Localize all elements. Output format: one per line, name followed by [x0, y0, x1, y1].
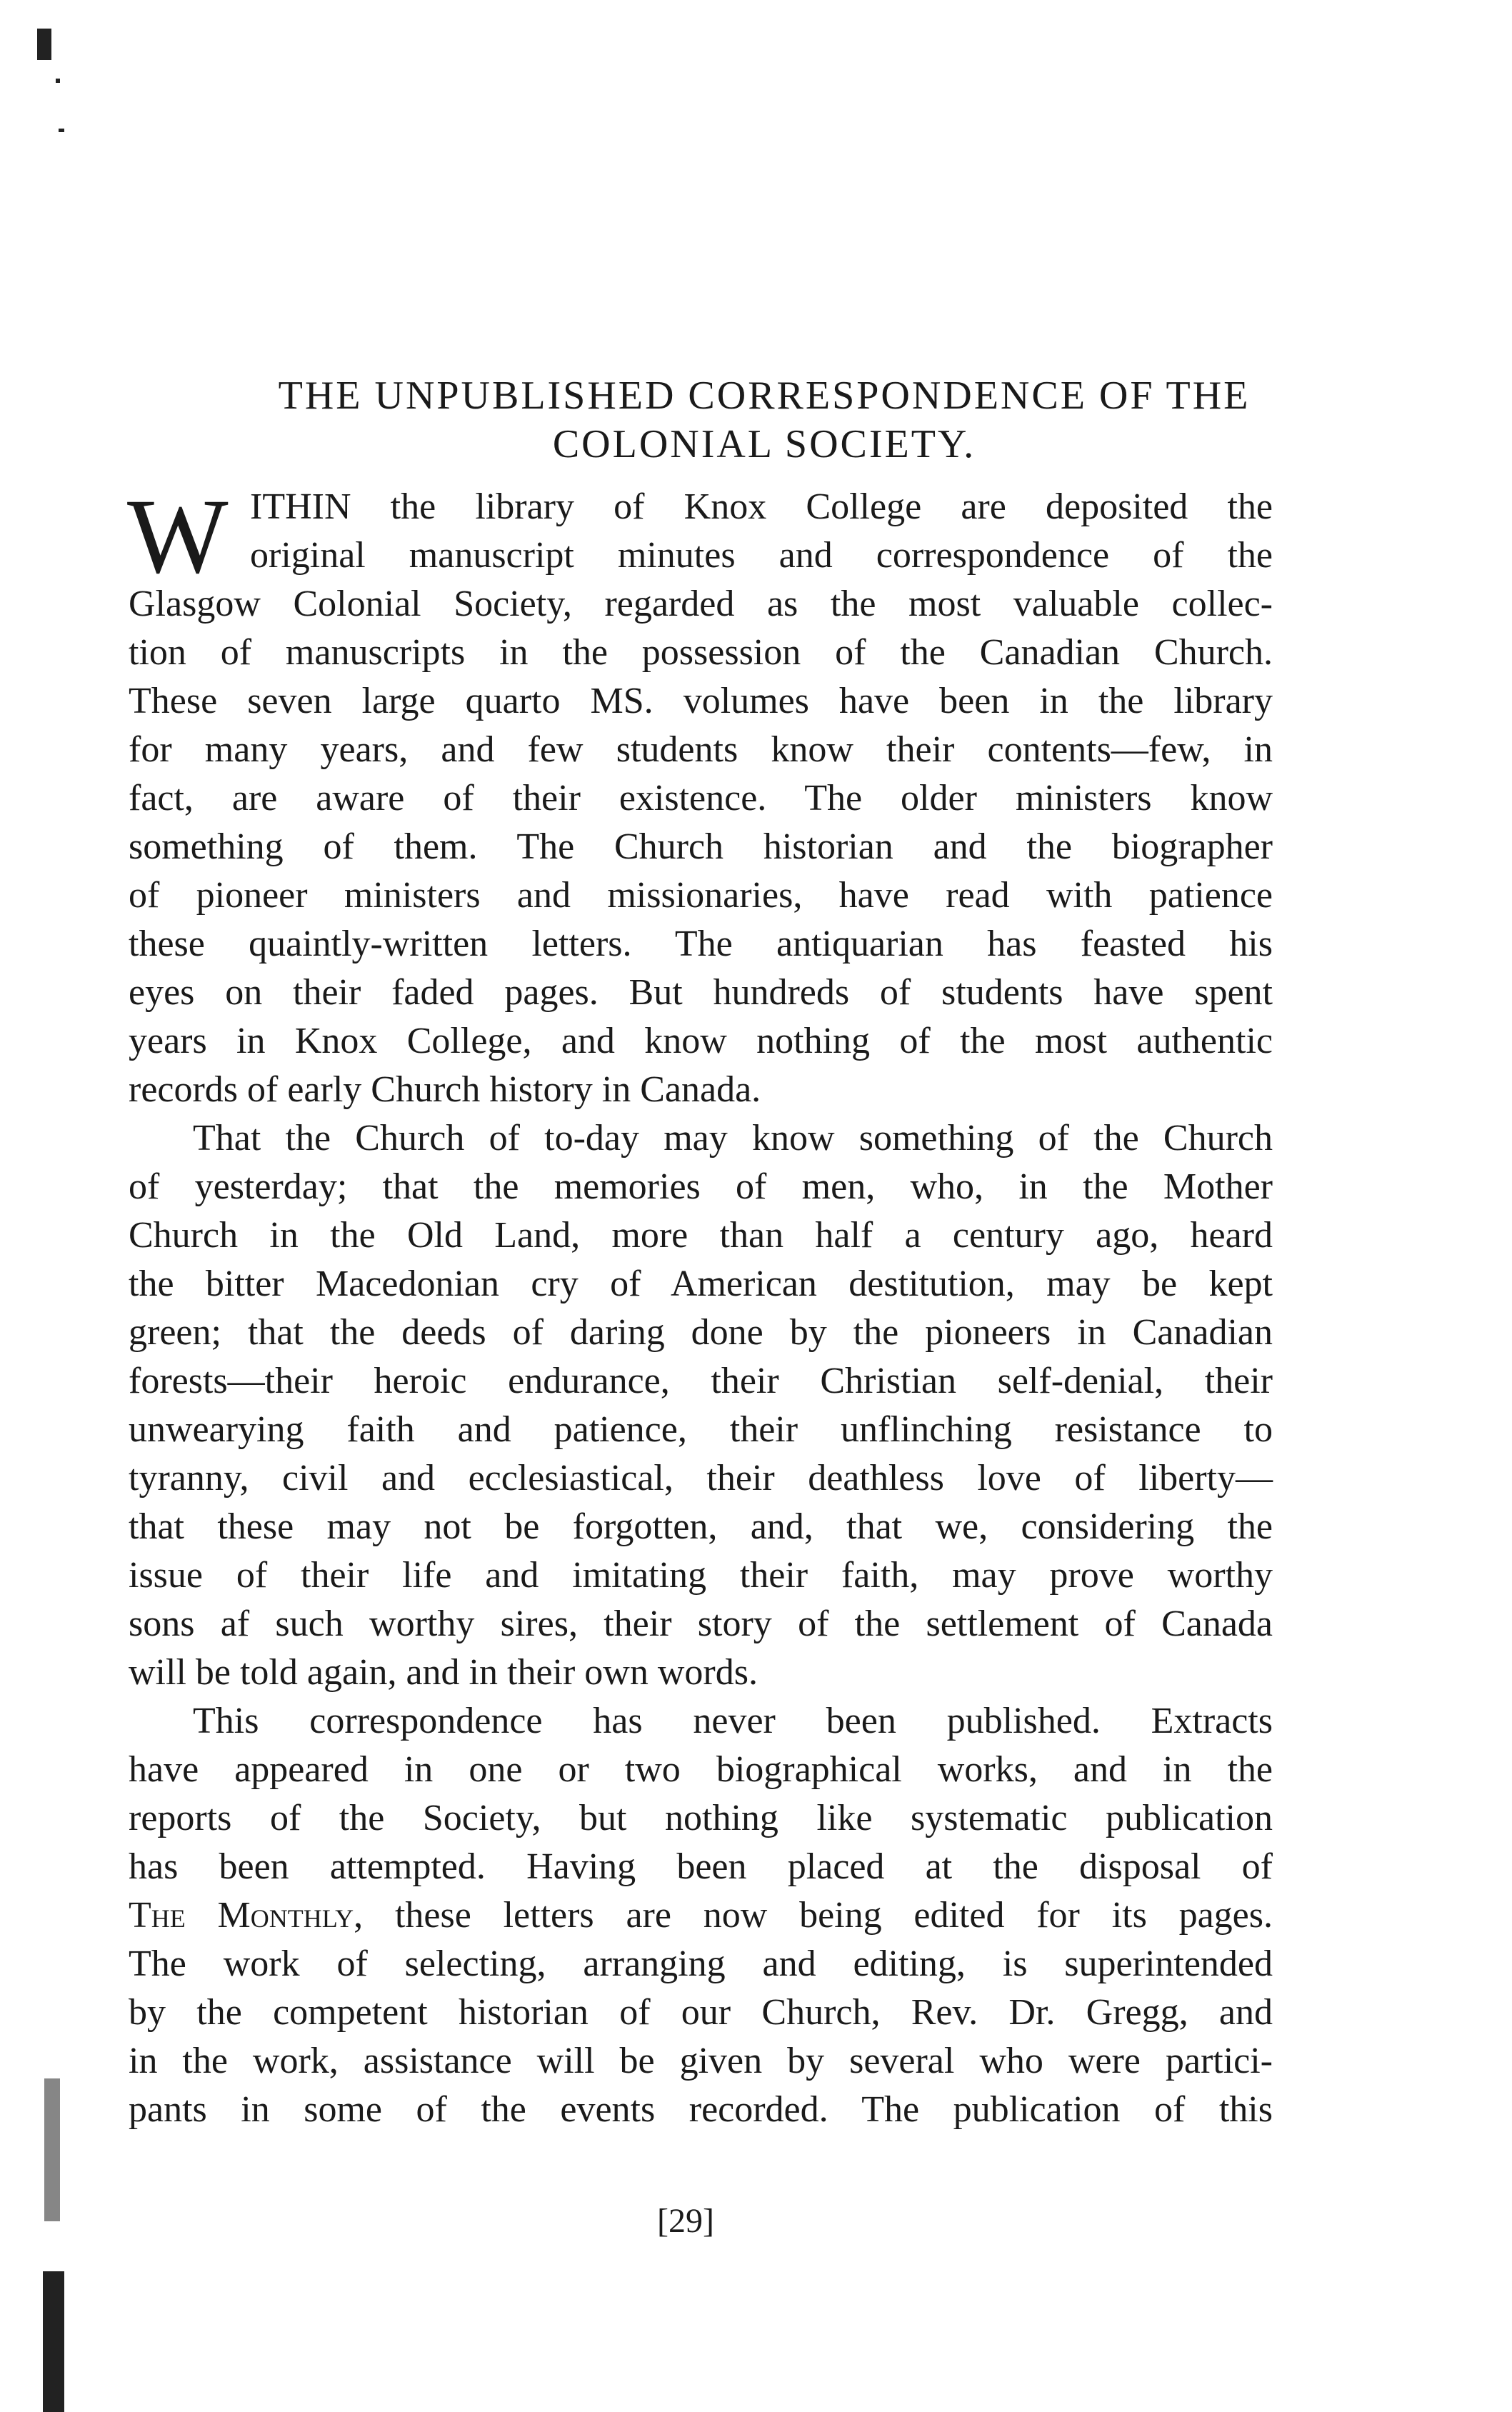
text-line: green; that the deeds of daring done by the pioneers in Canadian	[129, 1312, 1273, 1353]
text-line: eyes on their faded pages. But hundreds of students have spent	[129, 972, 1273, 1013]
text-line: Glasgow Colonial Society, regarded as the most valuable collec-	[129, 584, 1273, 624]
text-line: of pioneer ministers and missionaries, have read with patience	[129, 875, 1273, 916]
article-title-line-2: COLONIAL SOCIETY.	[552, 422, 976, 466]
text-line	[129, 1891, 1273, 1940]
scan-artifact	[37, 29, 51, 60]
text-line: in the work, assistance will be given by several who were partici-	[129, 2041, 1273, 2081]
text-line: tion of manuscripts in the possession of the Canadian Church.	[129, 632, 1273, 673]
scan-artifact	[44, 2078, 60, 2221]
text-line: records of early Church history in Canada.	[129, 1069, 761, 1110]
text-line: of yesterday; that the memories of men, who, in the Mother	[129, 1166, 1273, 1207]
text-line: fact, are aware of their existence. The older ministers know	[129, 778, 1273, 819]
text-line: Church in the Old Land, more than half a century ago, heard	[129, 1215, 1273, 1256]
drop-cap: W	[127, 477, 229, 596]
page-number: [29]	[657, 2202, 714, 2240]
text-line: forests—their heroic endurance, their Christian self-denial, their	[129, 1361, 1273, 1401]
text-line: issue of their life and imitating their faith, may prove worthy	[129, 1555, 1273, 1596]
text-line: by the competent historian of our Church, Rev. Dr. Gregg, and	[129, 1992, 1273, 2033]
text-line: will be told again, and in their own words.	[129, 1652, 758, 1693]
text-line: something of them. The Church historian and the biographer	[129, 826, 1273, 867]
text-line: for many years, and few students know their contents—few, in	[129, 729, 1273, 770]
text-line: years in Knox College, and know nothing of the most authentic	[129, 1021, 1273, 1061]
text-line: that these may not be forgotten, and, that we, considering the	[129, 1506, 1273, 1547]
text-line: original manuscript minutes and correspondence of the	[250, 535, 1273, 576]
text-line: pants in some of the events recorded. The publication of this	[129, 2089, 1273, 2130]
scan-artifact	[43, 2271, 64, 2412]
article-title-line-1: THE UNPUBLISHED CORRESPONDENCE OF THE	[278, 374, 1251, 418]
text-line: ITHIN the library of Knox College are deposited the	[250, 486, 1273, 527]
text-line: tyranny, civil and ecclesiastical, their deathless love of liberty—	[129, 1458, 1273, 1498]
text-line: sons af such worthy sires, their story of the settlement of Canada	[129, 1603, 1273, 1644]
text-line: This correspondence has never been published. Extracts	[193, 1701, 1273, 1741]
text-line: the bitter Macedonian cry of American destitution, may be kept	[129, 1263, 1273, 1304]
text-line: These seven large quarto MS. volumes have been in the library	[129, 681, 1273, 721]
scan-artifact	[56, 79, 60, 83]
text-line: reports of the Society, but nothing like systematic publication	[129, 1798, 1273, 1838]
text-line: unwearying faith and patience, their unflinching resistance to	[129, 1409, 1273, 1450]
text-line-rest: these letters are now being edited for its pages.	[394, 1895, 1273, 1936]
text-line: has been attempted. Having been placed at the disposal of	[129, 1846, 1273, 1887]
text-line: The work of selecting, arranging and editing, is superintended	[129, 1943, 1273, 1984]
text-line: have appeared in one or two biographical works, and in the	[129, 1749, 1273, 1790]
text-line: these quaintly-written letters. The antiquarian has feasted his	[129, 924, 1273, 964]
journal-name: The Monthly,	[129, 1895, 364, 1936]
text-line: That the Church of to-day may know something of the Church	[193, 1118, 1273, 1159]
scan-artifact	[59, 129, 64, 132]
